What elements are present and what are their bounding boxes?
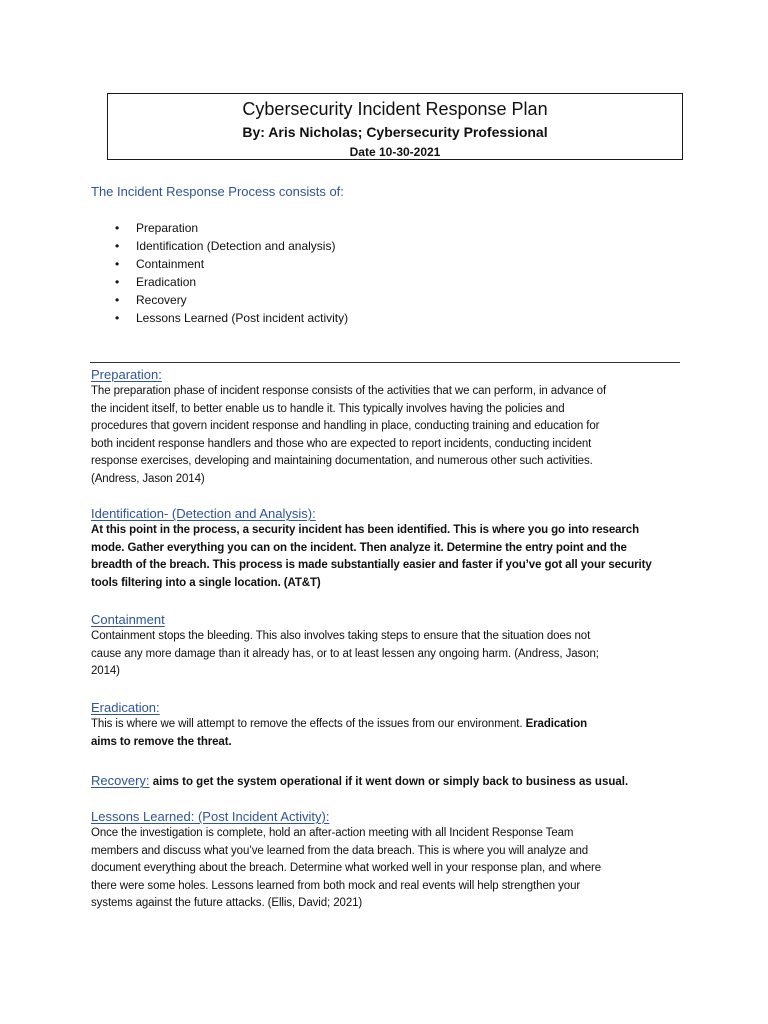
preparation-body: The preparation phase of incident response consists of the activities that we can perform, in advance of the incident itself, to better enable us to handle it. This typically involves having the policies and procedures that govern incident response and handling in place, conducting training and education for both incident response handlers and those who are expected to report incidents, conducting incident response exercises, developing and maintaining documentation, and numerous other such activities. (Andress, Jason 2014) [91, 385, 607, 485]
document-author: By: Aris Nicholas; Cybersecurity Professional [242, 124, 548, 140]
bullet-icon: • [115, 221, 120, 235]
lessons-learned-body: Once the investigation is complete, hold an after-action meeting with all Incident Response Team members and discuss what you’ve learned from the data breach. This is where you will analyze and document everything about the breach. Determine what worked well in your response plan, and where there were some holes. Lessons learned from both mock and real events will help strengthen your systems against the future attacks. (Ellis, David; 2021) [91, 827, 602, 910]
document-date: Date 10-30-2021 [349, 145, 441, 159]
list-item: • Containment [115, 257, 205, 271]
bullet-icon: • [115, 293, 120, 307]
containment-heading: Containment [91, 612, 165, 627]
eradication-body: This is where we will attempt to remove the effects of the issues from our environment. Eradication aims to remove the threat. [91, 718, 588, 748]
title-box [107, 93, 683, 160]
list-item: • Eradication [115, 275, 197, 289]
process-steps-list [115, 219, 348, 327]
list-item: • Lessons Learned (Post incident activity) [115, 311, 349, 325]
list-item: • Identification (Detection and analysis) [115, 239, 336, 253]
document-title: Cybersecurity Incident Response Plan [242, 99, 548, 119]
recovery-section [91, 772, 681, 791]
section-divider [90, 362, 680, 363]
process-heading: The Incident Response Process consists of: [91, 184, 344, 199]
identification-body: At this point in the process, a security incident has been identified. This is where you go into research mode. Gather everything you can on the incident. Then analyze it. Determine the entry point and the breadth of the breach. This process is made substantially easier and faster if you’ve got all your security tools filtering into a single location. (AT&T) [91, 524, 652, 589]
preparation-section [91, 366, 681, 489]
identification-section [91, 505, 681, 592]
recovery-body: aims to get the system operational if it went down or simply back to business as usual. [149, 776, 629, 788]
containment-body: Containment stops the bleeding. This also involves taking steps to ensure that the situation does not cause any more damage than it already has, or to at least lessen any ongoing harm. (Andress, Jason; 2014) [91, 630, 599, 678]
bullet-icon: • [115, 275, 120, 289]
bullet-icon: • [115, 257, 120, 271]
identification-heading: Identification- (Detection and Analysis): [91, 506, 316, 521]
bullet-icon: • [115, 311, 120, 325]
bullet-icon: • [115, 239, 120, 253]
eradication-section [91, 699, 681, 751]
recovery-heading: Recovery: [91, 773, 150, 788]
containment-section [91, 611, 681, 681]
preparation-heading: Preparation: [91, 367, 162, 382]
lessons-learned-section [91, 808, 681, 913]
eradication-heading: Eradication: [91, 700, 160, 715]
list-item: • Recovery [115, 293, 187, 307]
list-item: • Preparation [115, 221, 199, 235]
lessons-learned-heading: Lessons Learned: (Post Incident Activity): [91, 809, 330, 824]
